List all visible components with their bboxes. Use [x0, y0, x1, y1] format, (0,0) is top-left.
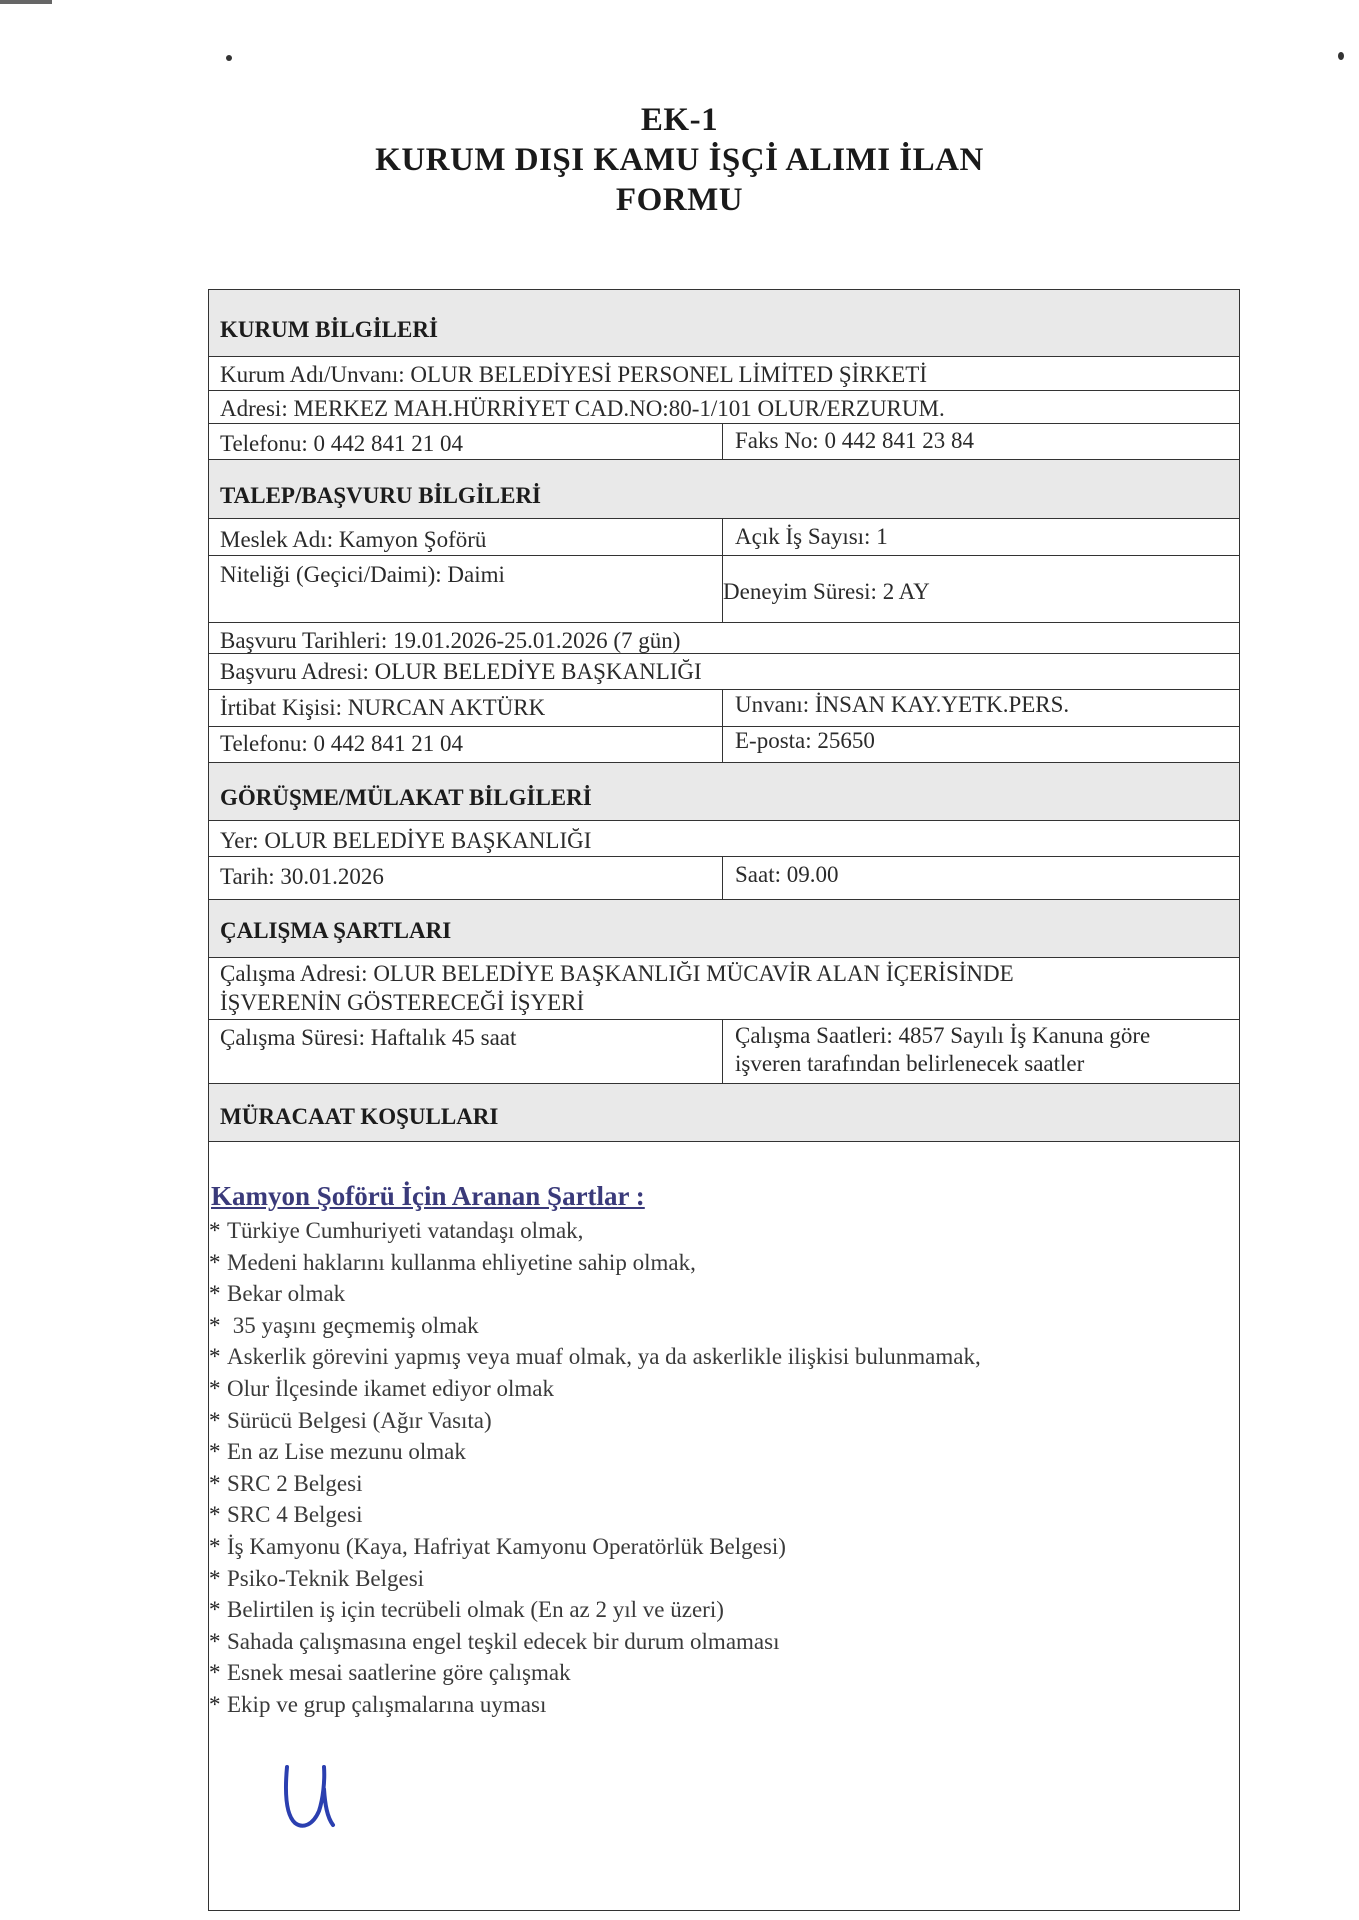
list-item: * Medeni haklarını kullanma ehliyetine sahip olmak,: [209, 1249, 696, 1275]
calisma-suresi: Çalışma Süresi: Haftalık 45 saat: [220, 1025, 517, 1050]
kurum-faks: Faks No: 0 442 841 23 84: [735, 428, 974, 453]
calisma-saatleri-1: Çalışma Saatleri: 4857 Sayılı İş Kanuna göre: [735, 1023, 1151, 1048]
meslek-adi: Meslek Adı: Kamyon Şoförü: [220, 527, 487, 552]
kurum-telefon: Telefonu: 0 442 841 21 04: [220, 431, 464, 456]
calisma-adresi-2: İŞVERENİN GÖSTERECEĞİ İŞYERİ: [220, 990, 585, 1015]
calisma-adresi-1: Çalışma Adresi: OLUR BELEDİYE BAŞKANLIĞI MÜCAVİR ALAN İÇERİSİNDE: [220, 961, 1014, 986]
rule: [209, 899, 1239, 900]
col-divider: [722, 689, 723, 762]
rule: [209, 689, 1239, 690]
section-header-talep: TALEP/BAŞVURU BİLGİLERİ: [220, 483, 542, 508]
mulakat-yeri: Yer: OLUR BELEDİYE BAŞKANLIĞI: [220, 828, 592, 853]
scan-speck: [226, 55, 232, 61]
rule: [209, 1083, 1239, 1084]
irtibat-kisisi: İrtibat Kişisi: NURCAN AKTÜRK: [220, 695, 546, 720]
application-form-table: [208, 289, 1240, 1911]
basvuru-tarihleri: Başvuru Tarihleri: 19.01.2026-25.01.2026 (7 gün): [220, 628, 681, 653]
rule: [209, 459, 1239, 460]
basvuru-eposta: E-posta: 25650: [735, 728, 875, 753]
mulakat-saati: Saat: 09.00: [735, 862, 839, 887]
list-item: * Türkiye Cumhuriyeti vatandaşı olmak,: [209, 1218, 584, 1243]
list-item: * Bekar olmak: [209, 1281, 346, 1307]
list-item: * SRC 2 Belgesi: [209, 1470, 363, 1496]
scan-speck: [1338, 52, 1344, 60]
form-title: [0, 100, 1359, 220]
requirements-title: Kamyon Şoförü İçin Aranan Şartlar :: [211, 1181, 645, 1211]
section-header-calisma: ÇALIŞMA ŞARTLARI: [220, 918, 452, 943]
section-header-kurum: KURUM BİLGİLERİ: [220, 317, 438, 342]
rule: [209, 555, 1239, 556]
handwritten-initial-icon: [279, 1759, 339, 1839]
rule: [209, 820, 1239, 821]
scan-edge-mark: [0, 0, 52, 4]
title-line-1: EK-1: [640, 102, 719, 138]
rule: [209, 518, 1239, 519]
rule: [209, 726, 1239, 727]
basvuru-adresi: Başvuru Adresi: OLUR BELEDİYE BAŞKANLIĞI: [220, 659, 702, 684]
kurum-adi: Kurum Adı/Unvanı: OLUR BELEDİYESİ PERSONEL LİMİTED ŞİRKETİ: [220, 362, 927, 387]
rule: [209, 356, 1239, 357]
rule: [209, 957, 1239, 958]
title-line-2: KURUM DIŞI KAMU İŞÇİ ALIMI İLAN: [375, 142, 984, 178]
kurum-adres: Adresi: MERKEZ MAH.HÜRRİYET CAD.NO:80-1/101 OLUR/ERZURUM.: [220, 396, 945, 421]
list-item: * 35 yaşını geçmemiş olmak: [209, 1312, 479, 1338]
list-item: * En az Lise mezunu olmak: [209, 1439, 466, 1465]
rule: [209, 1141, 1239, 1142]
requirements-list: [209, 1215, 981, 1721]
list-item: * Olur İlçesinde ikamet ediyor olmak: [209, 1375, 555, 1401]
col-divider: [722, 518, 723, 622]
list-item: * Sürücü Belgesi (Ağır Vasıta): [209, 1407, 492, 1433]
list-item: * Esnek mesai saatlerine göre çalışmak: [209, 1660, 571, 1686]
col-divider: [722, 423, 723, 459]
rule: [209, 1019, 1239, 1020]
col-divider: [722, 1019, 723, 1083]
acik-is-sayisi: Açık İş Sayısı: 1: [735, 524, 888, 549]
rule: [209, 390, 1239, 391]
rule: [209, 762, 1239, 763]
rule: [209, 622, 1239, 623]
calisma-saatleri-2: işveren tarafından belirlenecek saatler: [735, 1051, 1085, 1076]
mulakat-tarihi: Tarih: 30.01.2026: [220, 864, 384, 889]
list-item: * SRC 4 Belgesi: [209, 1502, 363, 1528]
list-item: * Belirtilen iş için tecrübeli olmak (En az 2 yıl ve üzeri): [209, 1597, 724, 1623]
title-line-3: FORMU: [615, 182, 744, 218]
list-item: * Askerlik görevini yapmış veya muaf olmak, ya da askerlikle ilişkisi bulunmamak,: [209, 1344, 981, 1370]
list-item: * İş Kamyonu (Kaya, Hafriyat Kamyonu Operatörlük Belgesi): [209, 1533, 786, 1559]
niteligi: Niteliği (Geçici/Daimi): Daimi: [220, 562, 505, 587]
rule: [209, 856, 1239, 857]
list-item: * Ekip ve grup çalışmalarına uyması: [209, 1691, 547, 1717]
section-header-muracaat: MÜRACAAT KOŞULLARI: [220, 1104, 499, 1129]
list-item: * Sahada çalışmasına engel teşkil edecek bir durum olmaması: [209, 1628, 780, 1654]
rule: [209, 423, 1239, 424]
basvuru-telefon: Telefonu: 0 442 841 21 04: [220, 731, 464, 756]
rule: [209, 289, 1239, 290]
col-divider: [722, 856, 723, 899]
deneyim-suresi: Deneyim Süresi: 2 AY: [723, 579, 930, 604]
list-item: * Psiko-Teknik Belgesi: [209, 1565, 425, 1591]
irtibat-unvani: Unvanı: İNSAN KAY.YETK.PERS.: [735, 692, 1070, 717]
section-header-gorusme: GÖRÜŞME/MÜLAKAT BİLGİLERİ: [220, 785, 592, 810]
